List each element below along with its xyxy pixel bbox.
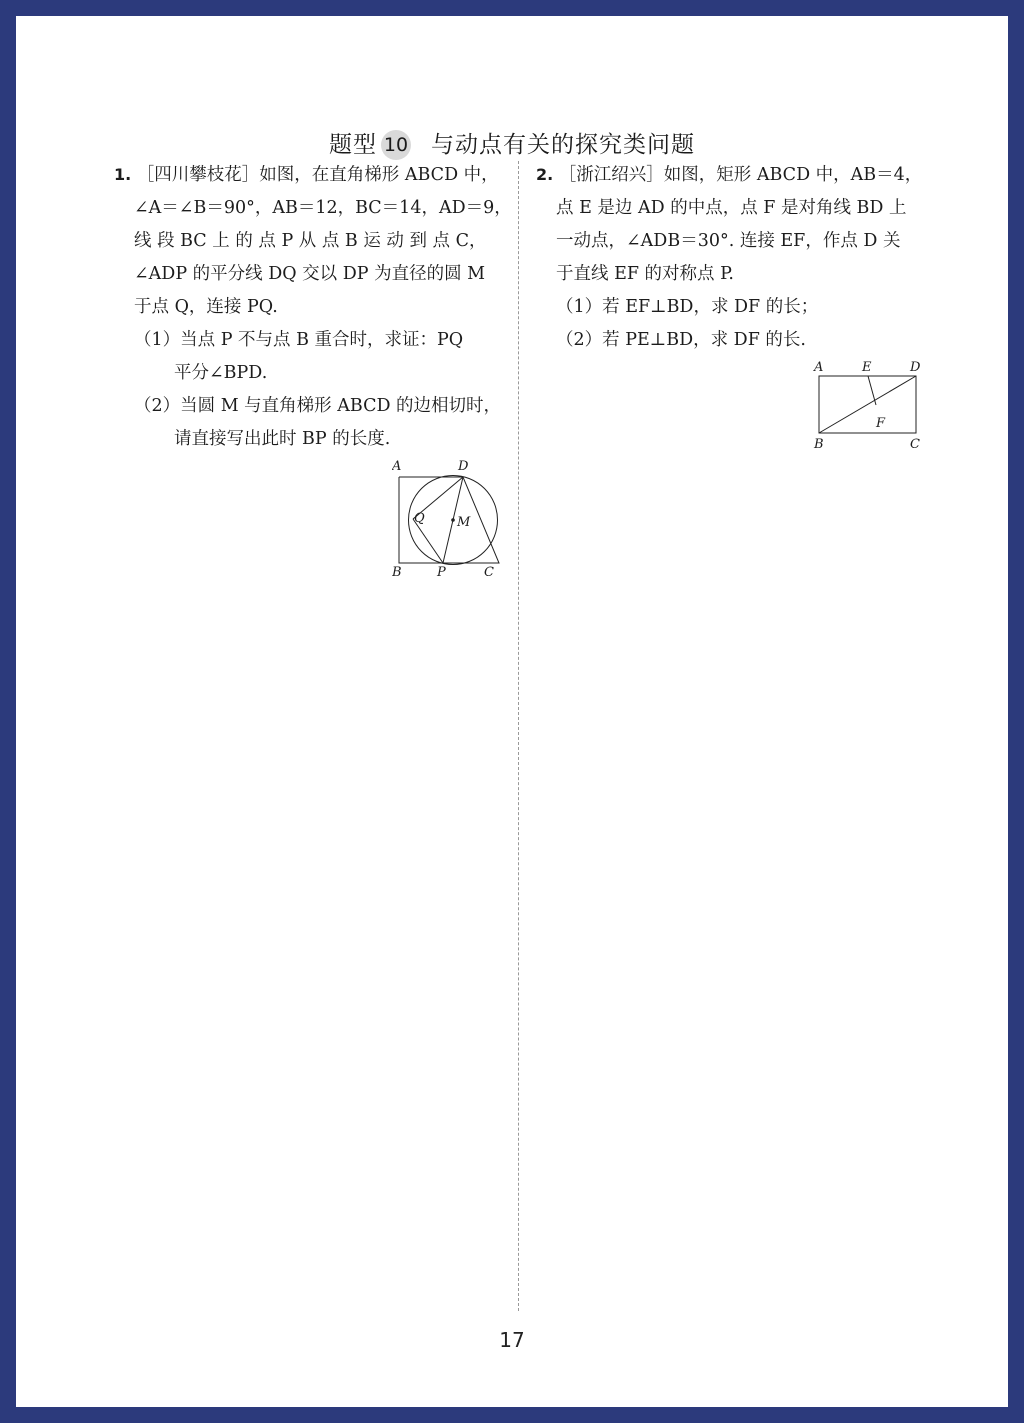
problem-1-part-1: （1）当点 P 不与点 B 重合时，求证：PQ [134, 330, 464, 350]
column-divider [518, 161, 519, 1311]
problem-1 [114, 158, 512, 456]
problem-2 [536, 158, 928, 357]
problem-2-number: 2. [536, 165, 554, 184]
label-c: C [910, 437, 920, 450]
problem-1-part-2-cont: 请直接写出此时 BP 的长度. [174, 429, 391, 449]
problem-1-line: 1. ［四川攀枝花］如图，在直角梯形 ABCD 中， [114, 165, 499, 185]
problem-2-line: 2. ［浙江绍兴］如图，矩形 ABCD 中，AB＝4， [536, 165, 923, 185]
problem-1-part-2: （2）当圆 M 与直角梯形 ABCD 的边相切时， [134, 396, 502, 416]
label-e: E [862, 360, 872, 375]
title-text: 与动点有关的探究类问题 [431, 132, 695, 158]
section-title [16, 126, 1008, 160]
problem-1-figure [392, 454, 504, 576]
label-b: B [392, 565, 402, 576]
label-d: D [458, 459, 469, 474]
problem-1-line: 于点 Q，连接 PQ. [134, 297, 278, 317]
page [16, 16, 1008, 1407]
label-q: Q [414, 511, 425, 526]
center-point-m [451, 518, 455, 522]
label-a: A [814, 360, 824, 375]
label-b: B [814, 437, 824, 450]
label-d: D [910, 360, 921, 375]
label-m: M [457, 515, 471, 530]
problem-2-part-1: （1）若 EF⊥BD，求 DF 的长； [556, 297, 819, 317]
problem-1-line: ∠ADP 的平分线 DQ 交以 DP 为直径的圆 M [134, 264, 486, 284]
problem-1-line: 线 段 BC 上 的 点 P 从 点 B 运 动 到 点 C， [134, 231, 487, 251]
label-a: A [392, 459, 402, 474]
problem-2-line: 点 E 是边 AD 的中点，点 F 是对角线 BD 上 [556, 198, 907, 218]
title-prefix: 题型 [329, 132, 377, 158]
label-c: C [484, 565, 494, 576]
label-f: F [876, 416, 886, 431]
problem-2-line: 一动点，∠ADB＝30°. 连接 EF，作点 D 关 [556, 231, 901, 251]
problem-2-line: 于直线 EF 的对称点 P. [556, 264, 734, 284]
problem-2-figure [812, 358, 928, 450]
problem-1-line: ∠A＝∠B＝90°，AB＝12，BC＝14，AD＝9， [134, 198, 512, 218]
problem-2-part-2: （2）若 PE⊥BD，求 DF 的长. [556, 330, 806, 350]
problem-1-number: 1. [114, 165, 132, 184]
page-number: 17 [499, 1328, 525, 1352]
problem-1-part-1-cont: 平分∠BPD. [174, 363, 268, 383]
title-number-badge: 10 [381, 130, 411, 160]
label-p: P [437, 565, 446, 576]
